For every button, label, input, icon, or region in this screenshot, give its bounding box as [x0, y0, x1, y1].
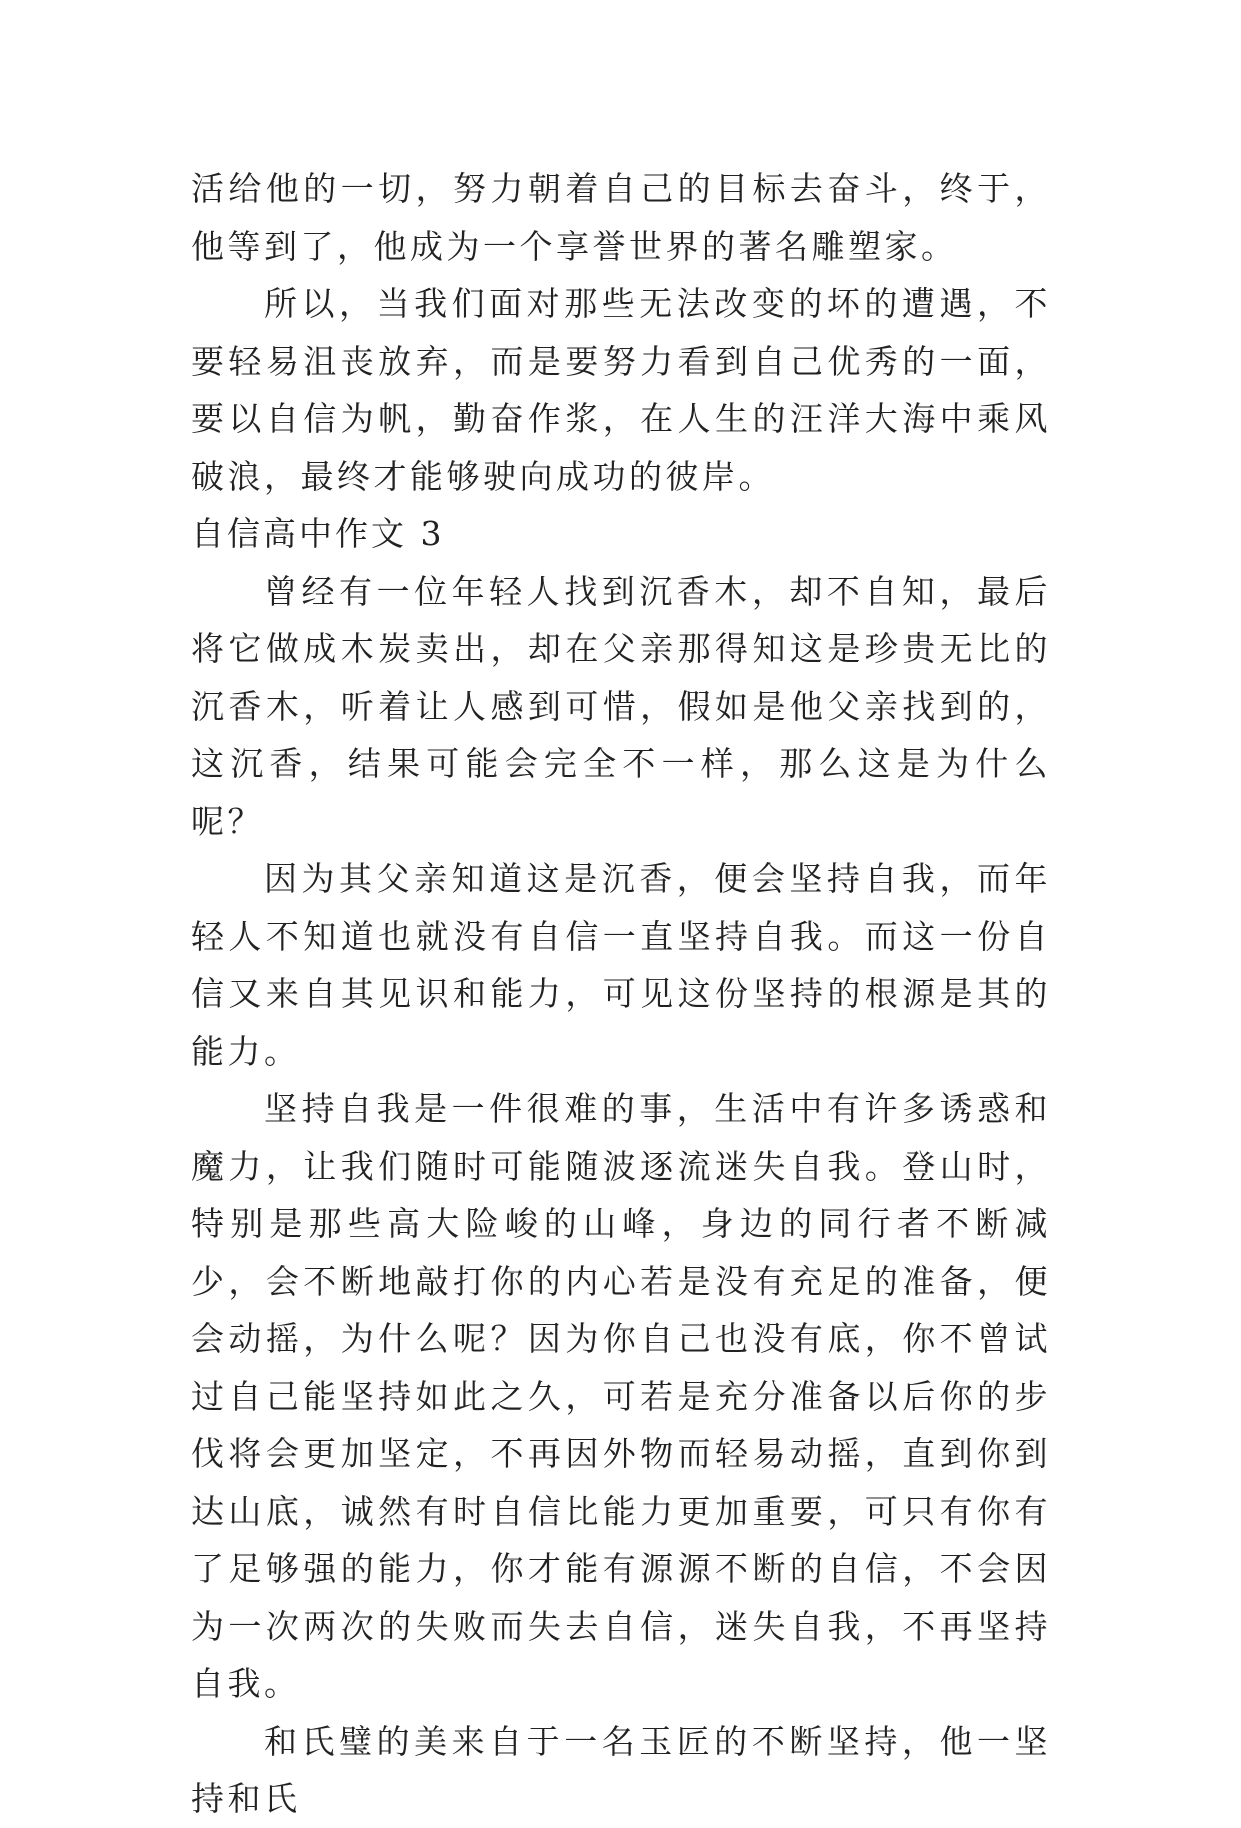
paragraph-heshibi: 和氏璧的美来自于一名玉匠的不断坚持，他一坚持和氏 — [191, 1721, 1051, 1818]
paragraph-father-knows: 因为其父亲知道这是沉香，便会坚持自我，而年轻人不知道也就没有自信一直坚持自我。而这一份自信又来自其见识和能力，可见这份坚持的根源是其的能力。 — [191, 859, 1051, 1071]
section-title: 自信高中作文 3 — [191, 514, 445, 553]
paragraph-agarwood-story: 曾经有一位年轻人找到沉香木，却不自知，最后将它做成木炭卖出，却在父亲那得知这是珍贵无比的沉香木，听着让人感到可惜，假如是他父亲找到的，这沉香，结果可能会完全不一样，那么这是为什么呢？ — [191, 571, 1051, 841]
paragraph-continuation: 活给他的一切，努力朝着自己的目标去奋斗，终于，他等到了，他成为一个享誉世界的著名雕塑家。 — [191, 169, 1051, 266]
paragraph-persist-self: 坚持自我是一件很难的事，生活中有许多诱惑和魔力，让我们随时可能随波逐流迷失自我。登山时，特别是那些高大险峻的山峰，身边的同行者不断减少，会不断地敲打你的内心若是没有充足的准备，便会动摇，为什么呢？因为你自己也没有底，你不曾试过自己能坚持如此之久，可若是充分准备以后你的步伐将会更加坚定，不再因外物而轻易动摇，直到你到达山底，诚然有时自信比能力更加重要，可只有你有了足够强的能力，你才能有源源不断的自信，不会因为一次两次的失败而失去自信，迷失自我，不再坚持自我。 — [191, 1089, 1051, 1703]
document-body — [191, 160, 1051, 1828]
paragraph-conclusion: 所以，当我们面对那些无法改变的坏的遭遇，不要轻易沮丧放弃，而是要努力看到自己优秀的一面，要以自信为帆，勤奋作浆，在人生的汪洋大海中乘风破浪，最终才能够驶向成功的彼岸。 — [191, 284, 1051, 496]
